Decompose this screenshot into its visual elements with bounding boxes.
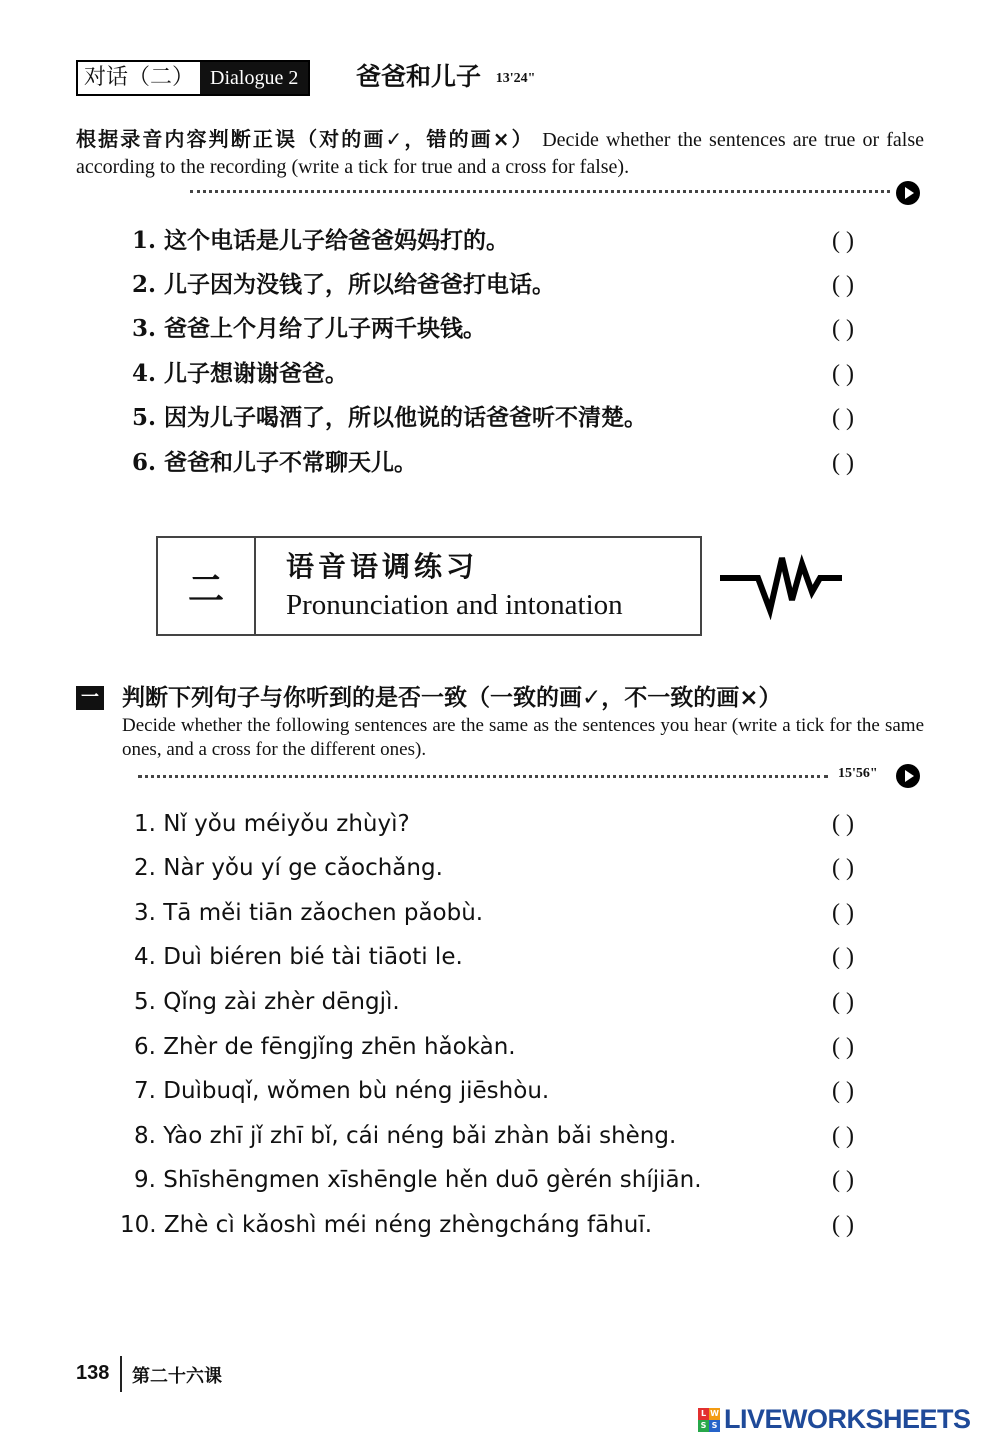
section-number: 二 [158, 538, 256, 634]
answer-blank[interactable]: ( ) [832, 1167, 854, 1193]
list-item: 4. Duì biéren bié tài tiāoti le. [134, 944, 463, 970]
page-number: 138 [76, 1362, 110, 1384]
list-item: 3. Tā měi tiān zǎochen pǎobù. [134, 900, 484, 926]
answer-blank[interactable]: ( ) [832, 1078, 854, 1104]
list-item: 3. 爸爸上个月给了儿子两千块钱。 [132, 315, 487, 342]
answer-blank[interactable]: ( ) [832, 1034, 854, 1060]
list-item: 9. Shīshēngmen xīshēngle hěn duō gèrén shíjiān. [134, 1167, 702, 1193]
answer-blank[interactable]: ( ) [832, 316, 854, 342]
list-item: 1. Nǐ yǒu méiyǒu zhùyì? [134, 811, 410, 837]
part2-badge: 一 [76, 686, 104, 710]
part1-instructions [76, 126, 924, 180]
list-item: 8. Yào zhī jǐ zhī bǐ, cái néng bǎi zhàn bǎi shèng. [134, 1123, 677, 1149]
list-item: 5. Qǐng zài zhèr dēngjì. [134, 989, 400, 1015]
play-icon[interactable] [896, 764, 920, 788]
play-icon[interactable] [896, 181, 920, 205]
section-title [256, 538, 623, 634]
list-item: 6. Zhèr de fēngjǐng zhēn hǎokàn. [134, 1034, 516, 1060]
answer-blank[interactable]: ( ) [832, 228, 854, 254]
brand-name: LIVEWORKSHEETS [724, 1404, 971, 1434]
dialogue-time: 13'24" [495, 70, 536, 86]
footer-divider [120, 1356, 122, 1392]
answer-blank[interactable]: ( ) [832, 450, 854, 476]
dialogue-label [76, 60, 310, 96]
sound-wave-icon [718, 548, 844, 620]
list-item: 6. 爸爸和儿子不常聊天儿。 [132, 449, 418, 476]
dialogue-title [356, 60, 535, 96]
list-item: 5. 因为儿子喝酒了，所以他说的话爸爸听不清楚。 [132, 404, 648, 431]
list-item: 1. 这个电话是儿子给爸爸妈妈打的。 [132, 227, 510, 254]
part2-dotted-line [138, 775, 828, 778]
answer-blank[interactable]: ( ) [832, 1212, 854, 1238]
dialogue-label-cn: 对话（二） [84, 65, 195, 90]
answer-blank[interactable]: ( ) [832, 1123, 854, 1149]
lesson-label: 第二十六课 [132, 1366, 222, 1387]
list-item: 2. Nàr yǒu yí ge cǎochǎng. [134, 855, 443, 881]
answer-blank[interactable]: ( ) [832, 855, 854, 881]
answer-blank[interactable]: ( ) [832, 900, 854, 926]
list-item: 7. Duìbuqǐ, wǒmen bù néng jiēshòu. [134, 1078, 550, 1104]
answer-blank[interactable]: ( ) [832, 405, 854, 431]
section-title-en: Pronunciation and intonation [286, 589, 623, 621]
part2-time: 15'56" [838, 766, 878, 781]
list-item: 10. Zhè cì kǎoshì méi néng zhèngcháng fāhuī. [120, 1212, 653, 1238]
part1-dotted-line [190, 190, 890, 193]
answer-blank[interactable]: ( ) [832, 361, 854, 387]
section-header [156, 536, 702, 636]
section-title-cn: 语音语调练习 [286, 550, 479, 583]
dialogue-title-text: 爸爸和儿子 [356, 62, 482, 91]
list-item: 2. 儿子因为没钱了，所以给爸爸打电话。 [132, 271, 556, 298]
part2-instruction-en: Decide whether the following sentences are the same as the sentences you hear (write a tick for the same ones, and a cross for the different ones). [122, 715, 924, 760]
part1-instruction-en: Decide whether the sentences are true or false according to the recording (write a tick for true and a cross for false). [76, 129, 925, 178]
logo-letter: S [698, 1420, 709, 1432]
part1-instruction-cn: 根据录音内容判断正误（对的画✓，错的画×） [76, 127, 534, 151]
answer-blank[interactable]: ( ) [832, 944, 854, 970]
list-item: 4. 儿子想谢谢爸爸。 [132, 360, 349, 387]
liveworksheets-logo[interactable] [698, 1404, 971, 1435]
logo-letter: W [710, 1408, 719, 1418]
dialogue-label-en: Dialogue 2 [200, 62, 308, 94]
part2-instruction-cn: 判断下列句子与你听到的是否一致（一致的画✓，不一致的画×） [122, 685, 782, 711]
answer-blank[interactable]: ( ) [832, 811, 854, 837]
answer-blank[interactable]: ( ) [832, 989, 854, 1015]
logo-letter: S [709, 1420, 720, 1432]
answer-blank[interactable]: ( ) [832, 272, 854, 298]
liveworksheets-logo-icon [698, 1408, 720, 1432]
logo-letter: L [698, 1408, 709, 1420]
